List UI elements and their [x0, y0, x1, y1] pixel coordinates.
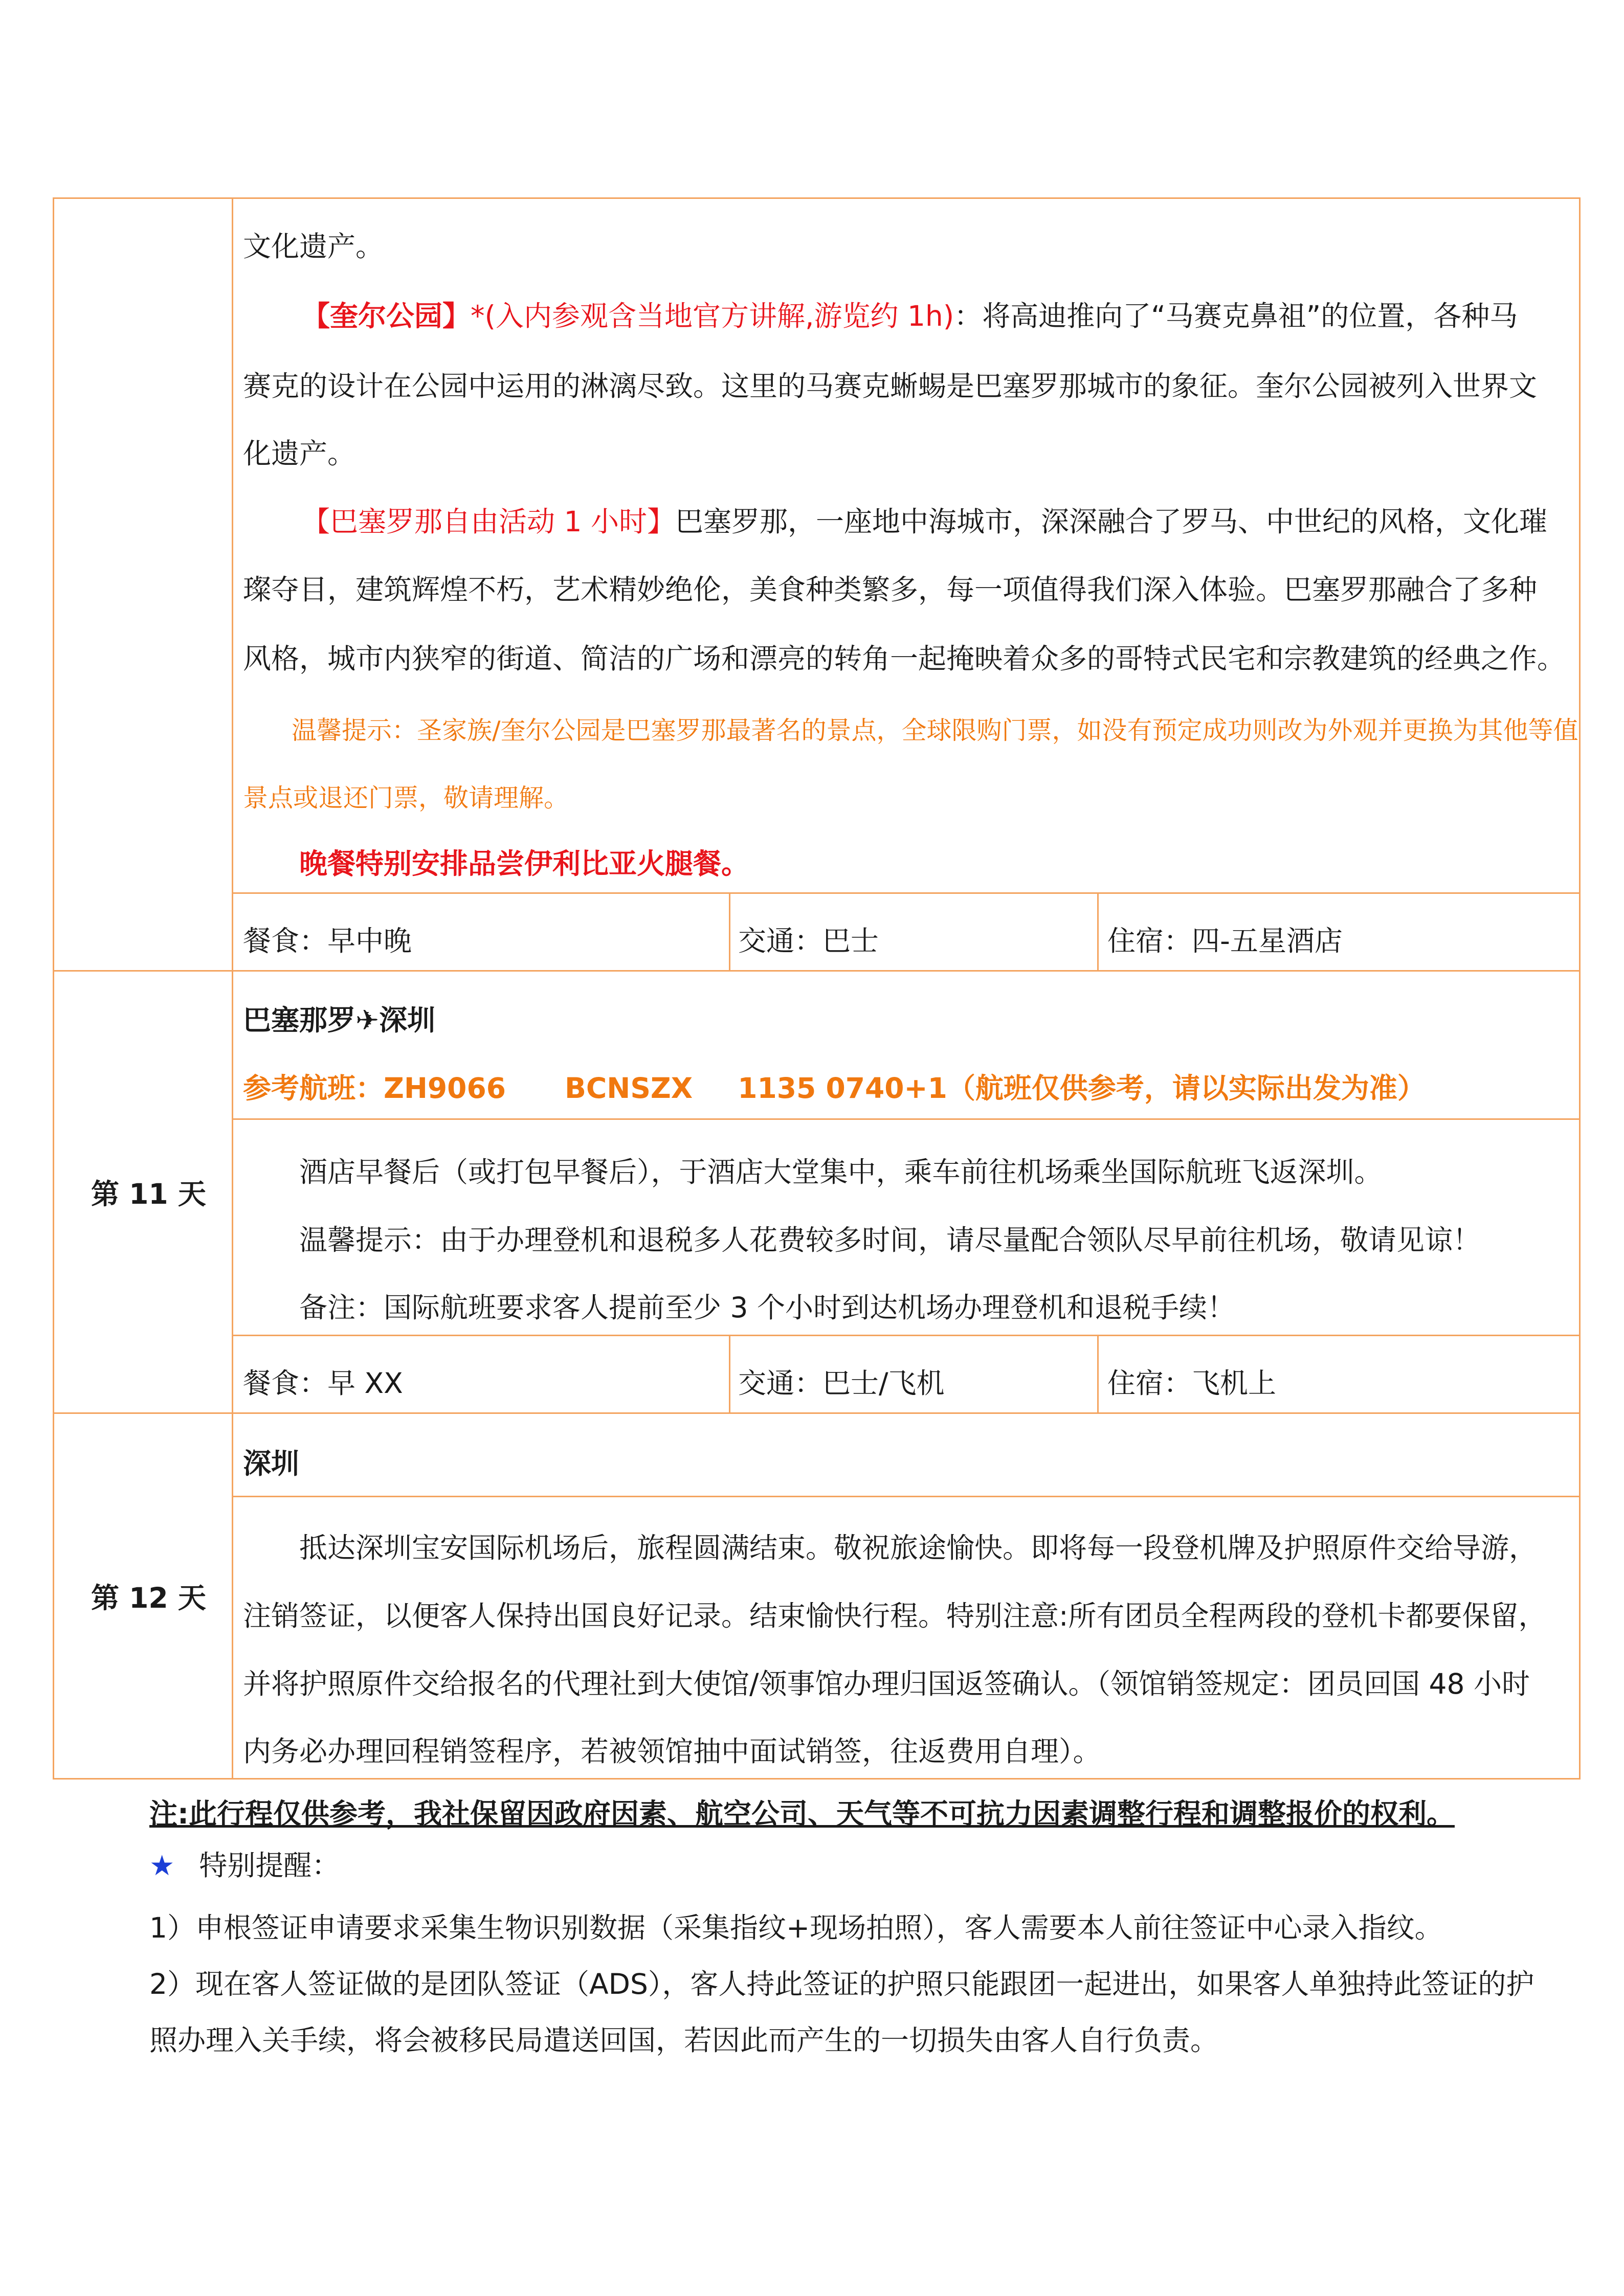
day11-hotel: 住宿：飞机上	[1107, 1367, 1277, 1400]
day11-line-1: 酒店早餐后（或打包早餐后），于酒店大堂集中，乘车前往机场乘坐国际航班飞返深圳。	[299, 1156, 1383, 1188]
day10-tip-line-1: 温馨提示：圣家族/奎尔公园是巴塞罗那最著名的景点，全球限购门票，如没有预定成功则改为外观并更换为其他等值	[292, 716, 1578, 745]
day12-line-3: 并将护照原件交给报名的代理社到大使馆/领事馆办理归国返签确认。（领馆销签规定：团员回国 48 小时	[243, 1668, 1530, 1700]
day12-route-bottom-border	[232, 1496, 1581, 1497]
special-reminder-heading	[149, 1848, 340, 1883]
flight-number: 参考航班：ZH9066	[243, 1072, 506, 1105]
day10-info-divider-2	[1097, 892, 1099, 970]
day11-meals: 餐食：早 XX	[243, 1367, 403, 1400]
day10-tip-line-2: 景点或退还门票，敬请理解。	[243, 783, 569, 813]
day12-line-2: 注销签证，以便客人保持出国良好记录。结束愉快行程。特别注意:所有团员全程两段的登机卡都要保留，	[243, 1600, 1547, 1632]
day11-flight-bottom-border	[232, 1118, 1581, 1120]
note-2-line-2: 照办理入关手续，将会被移民局遣送回国，若因此而产生的一切损失由客人自行负责。	[149, 2024, 1219, 2057]
table-bottom-border	[53, 1778, 1581, 1780]
day10-info-divider-1	[729, 892, 730, 970]
free-time-line-3: 风格，城市内狭窄的街道、简洁的广场和漂亮的转角一起掩映着众多的哥特式民宅和宗教建筑的经典之作。	[243, 642, 1566, 675]
day12-route: 深圳	[243, 1447, 300, 1480]
guell-park-text-1: ：将高迪推向了“马赛克鼻祖”的位置，各种马	[954, 300, 1518, 332]
day11-line-3: 备注：国际航班要求客人提前至少 3 个小时到达机场办理登机和退税手续！	[299, 1291, 1235, 1324]
day10-meals: 餐食：早中晚	[243, 925, 412, 957]
day11-flight-info	[243, 1070, 1426, 1106]
day11-route: 巴塞那罗✈深圳	[243, 1004, 436, 1037]
day10-transport: 交通：巴士	[738, 925, 879, 957]
guell-park-line-3: 化遗产。	[243, 437, 356, 470]
flight-time: 1135 0740+1（航班仅供参考，请以实际出发为准）	[738, 1072, 1426, 1105]
day10-paragraph-end: 文化遗产。	[243, 230, 384, 263]
day11-line-2: 温馨提示：由于办理登机和退税多人花费较多时间，请尽量配合领队尽早前往机场，敬请见谅！	[299, 1224, 1481, 1256]
day10-info-top-border	[232, 892, 1581, 894]
table-right-border	[1579, 197, 1581, 1780]
table-left-border	[53, 197, 54, 1780]
disclaimer: 注:此行程仅供参考，我社保留因政府因素、航空公司、天气等不可抗力因素调整行程和调整报价的权利。	[149, 1797, 1455, 1830]
note-1: 1）申根签证申请要求采集生物识别数据（采集指纹+现场拍照），客人需要本人前往签证中心录入指纹。	[149, 1911, 1443, 1944]
free-time-line-1	[302, 504, 1547, 539]
free-time-title: 【巴塞罗那自由活动 1 小时】	[302, 505, 675, 538]
day11-info-top-border	[232, 1335, 1581, 1336]
free-time-line-2: 璨夺目，建筑辉煌不朽，艺术精妙绝伦，美食种类繁多，每一项值得我们深入体验。巴塞罗那融合了多种	[243, 573, 1538, 606]
day12-top-border	[53, 1412, 1581, 1414]
day11-info-divider-1	[729, 1335, 730, 1412]
table-top-border	[53, 197, 1581, 199]
guell-park-line-1	[302, 298, 1518, 334]
flight-code: BCNSZX	[565, 1072, 693, 1105]
day12-line-4: 内务必办理回程销签程序，若被领馆抽中面试销签，往返费用自理）。	[243, 1735, 1101, 1768]
day-column-divider	[232, 197, 233, 1780]
day10-hotel: 住宿：四-五星酒店	[1107, 925, 1343, 957]
day11-info-divider-2	[1097, 1335, 1099, 1412]
special-reminder-title: 特别提醒：	[199, 1849, 340, 1882]
day11-label: 第 11 天	[91, 1178, 206, 1210]
note-2-line-1: 2）现在客人签证做的是团队签证（ADS），客人持此签证的护照只能跟团一起进出，如果客人单独持此签证的护	[149, 1968, 1534, 2000]
day12-label: 第 12 天	[91, 1582, 206, 1614]
star-icon: ★	[149, 1849, 175, 1882]
guell-park-line-2: 赛克的设计在公园中运用的淋漓尽致。这里的马赛克蜥蜴是巴塞罗那城市的象征。奎尔公园被列入世界文	[243, 370, 1538, 402]
free-time-text-1: 巴塞罗那，一座地中海城市，深深融合了罗马、中世纪的风格，文化璀	[675, 505, 1547, 538]
day11-transport: 交通：巴士/飞机	[738, 1367, 945, 1400]
day11-top-border	[53, 970, 1581, 972]
day12-line-1: 抵达深圳宝安国际机场后，旅程圆满结束。敬祝旅途愉快。即将每一段登机牌及护照原件交给导游，	[299, 1532, 1538, 1564]
guell-park-title: 【奎尔公园】	[302, 300, 471, 332]
guell-park-note: *(入内参观含当地官方讲解,游览约 1h)	[471, 300, 954, 332]
day10-dinner: 晚餐特别安排品尝伊利比亚火腿餐。	[299, 847, 750, 880]
